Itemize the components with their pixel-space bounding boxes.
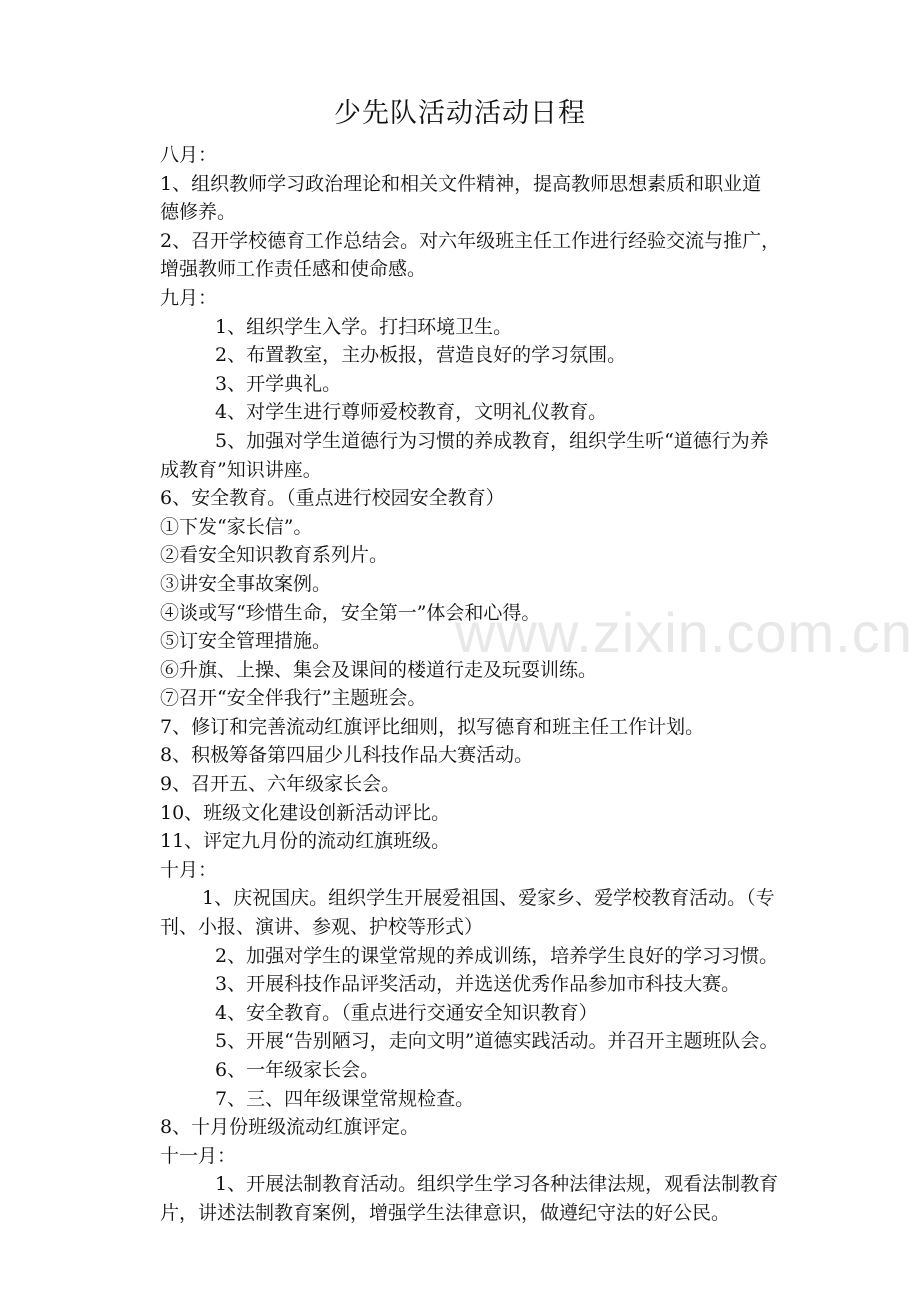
month-heading-september: 九月：	[160, 286, 218, 309]
safety-subitem-1: ①下发“家长信”。	[160, 515, 313, 538]
safety-subitem-7: ⑦召开“安全伴我行”主题班会。	[160, 687, 427, 710]
month-heading-november: 十一月：	[160, 1144, 237, 1167]
november-item-1: 1、开展法制教育活动。组织学生学习各种法律法规，观看法制教育	[215, 1173, 779, 1196]
watermark: www.zixin.com.cn	[455, 601, 913, 664]
november-item-1-cont: 片，讲述法制教育案例，增强学生法律意识，做遵纪守法的好公民。	[160, 1201, 731, 1224]
september-item-6: 6、安全教育。（重点进行校园安全教育）	[160, 487, 505, 510]
september-item-5: 5、加强对学生道德行为习惯的养成教育，组织学生听“道德行为养	[215, 429, 769, 452]
september-item-1: 1、组织学生入学。打扫环境卫生。	[215, 315, 513, 338]
safety-subitem-5: ⑤订安全管理措施。	[160, 630, 332, 653]
document-body	[160, 141, 832, 1228]
document-title: 少先队活动活动日程	[334, 98, 586, 129]
october-item-3: 3、开展科技作品评奖活动，并选送优秀作品参加市科技大赛。	[215, 973, 741, 996]
october-item-5: 5、开展“告别陋习，走向文明”道德实践活动。并召开主题班队会。	[215, 1030, 779, 1053]
october-item-1: 1、庆祝国庆。组织学生开展爱祖国、爱家乡、爱学校教育活动。（专	[202, 887, 775, 910]
october-item-1-cont: 刊、小报、演讲、参观、护校等形式）	[160, 916, 484, 939]
september-item-10: 10、班级文化建设创新活动评比。	[160, 801, 451, 824]
august-item-2-cont: 增强教师工作责任感和使命感。	[160, 258, 427, 281]
month-heading-august: 八月：	[160, 144, 218, 166]
september-item-8: 8、积极筹备第四届少儿科技作品大赛活动。	[160, 744, 534, 767]
august-item-1-cont: 德修养。	[160, 201, 237, 224]
september-item-9: 9、召开五、六年级家长会。	[160, 773, 401, 796]
october-item-7: 7、三、四年级课堂常规检查。	[215, 1087, 475, 1110]
september-item-3: 3、开学典礼。	[215, 372, 342, 395]
safety-subitem-4: ④谈或写“珍惜生命，安全第一”体会和心得。	[160, 601, 541, 624]
october-item-4: 4、安全教育。（重点进行交通安全知识教育）	[215, 1001, 598, 1024]
october-item-2: 2、加强对学生的课堂常规的养成训练，培养学生良好的学习习惯。	[215, 944, 779, 967]
september-item-4: 4、对学生进行尊师爱校教育，文明礼仪教育。	[215, 401, 608, 424]
safety-subitem-6: ⑥升旗、上操、集会及课间的楼道行走及玩耍训练。	[160, 658, 598, 681]
september-item-5-cont: 成教育”知识讲座。	[160, 458, 322, 481]
september-item-11: 11、评定九月份的流动红旗班级。	[160, 830, 451, 853]
october-item-8: 8、十月份班级流动红旗评定。	[160, 1116, 420, 1139]
october-item-6: 6、一年级家长会。	[215, 1059, 380, 1081]
safety-subitem-2: ②看安全知识教育系列片。	[160, 544, 389, 567]
september-item-2: 2、布置教室，主办板报，营造良好的学习氛围。	[215, 344, 627, 367]
month-heading-october: 十月：	[160, 858, 218, 881]
august-item-2: 2、召开学校德育工作总结会。对六年级班主任工作进行经验交流与推广，	[160, 229, 781, 252]
august-item-1: 1、组织教师学习政治理论和相关文件精神，提高教师思想素质和职业道	[160, 172, 762, 195]
safety-subitem-3: ③讲安全事故案例。	[160, 572, 332, 595]
september-item-7: 7、修订和完善流动红旗评比细则，拟写德育和班主任工作计划。	[160, 715, 705, 738]
